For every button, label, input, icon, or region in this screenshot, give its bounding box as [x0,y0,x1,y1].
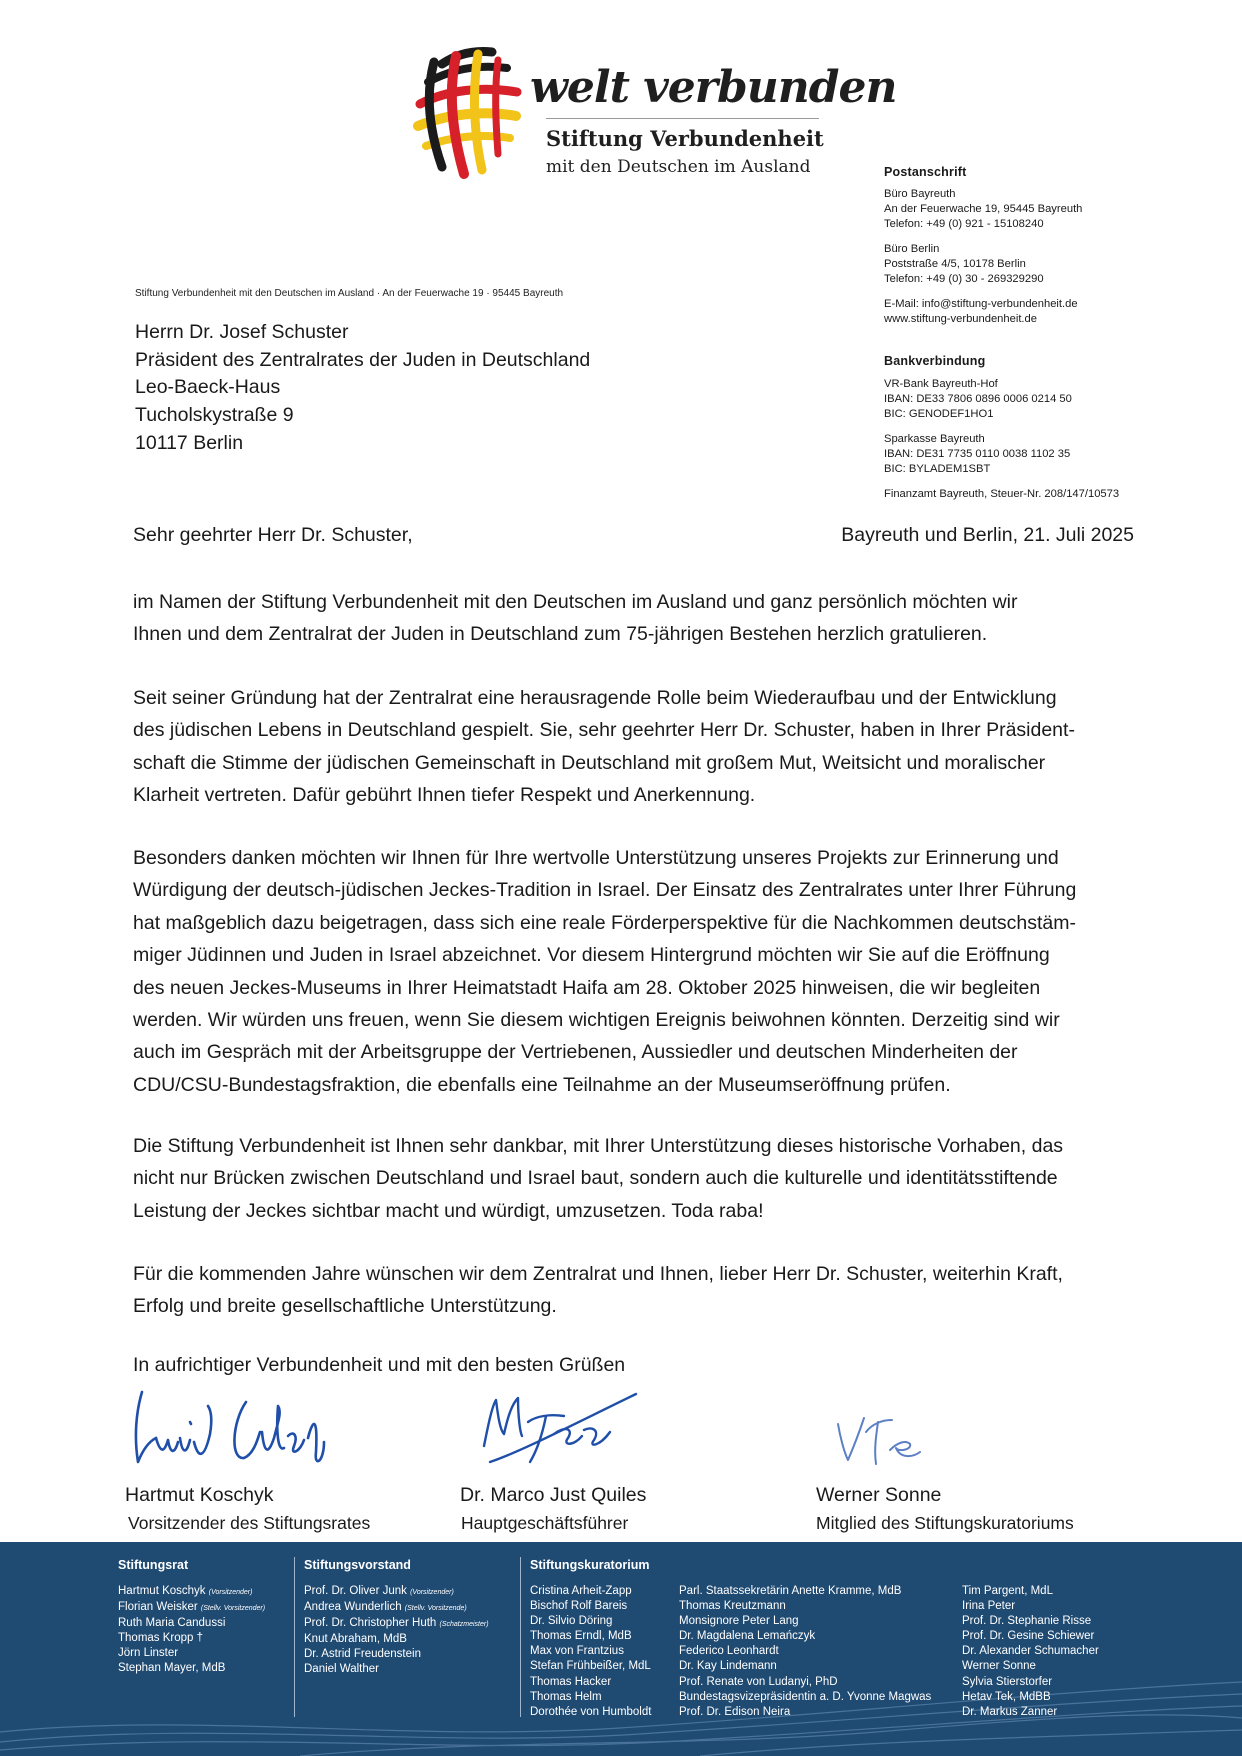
list-item: Prof. Dr. Stephanie Risse [962,1615,1092,1628]
list-item: Dr. Astrid Freudenstein [304,1648,421,1661]
footer-kuratorium-column-2 [679,1584,931,1720]
paragraph-line: hat maßgeblich dazu beigetragen, dass sich eine reale Förderperspektive für die Nachkommen deutschstäm- [133,911,1076,934]
paragraph-line: Klarheit vertreten. Dafür gebührt Ihnen tiefer Respekt und Anerkennung. [133,784,756,807]
signatory-2-name: Dr. Marco Just Quiles [460,1484,647,1506]
list-item: Tim Pargent, MdL [962,1585,1053,1597]
contact-info [884,297,1078,327]
paragraph-line: des neuen Jeckes-Museums in Ihrer Heimatstadt Haifa am 28. Oktober 2025 hinweisen, die wir begleiten [133,976,1041,999]
list-item: Hartmut Koschyk (Vorsitzender) [118,1585,253,1597]
footer-stiftungsvorstand-heading: Stiftungsvorstand [304,1558,411,1572]
paragraph-line: auch im Gespräch mit der Arbeitsgruppe der Vertriebenen, Aussiedler und deutschen Minderheiten der [133,1041,1018,1064]
bank-vr-name: VR-Bank Bayreuth-Hof [884,378,998,390]
paragraph-line: Erfolg und breite gesellschaftliche Unterstützung. [133,1295,557,1318]
list-item: Thomas Hacker [530,1675,612,1688]
footer-kuratorium-column-3 [962,1584,1099,1720]
bank-sparkasse-iban: IBAN: DE31 7735 0110 0038 1102 35 [884,448,1071,460]
office-bayreuth-address: An der Feuerwache 19, 95445 Bayreuth [884,203,1083,215]
paragraph-1 [133,586,1130,651]
list-item: Stefan Frühbeißer, MdL [530,1660,651,1673]
paragraph-line: Ihnen und dem Zentralrat der Juden in Deutschland zum 75-jährigen Bestehen herzlich gratulieren. [133,623,988,646]
signature-quiles-image [470,1386,650,1476]
flag-weave-logo-icon [412,42,522,182]
footer-stiftungsrat-list [118,1584,265,1677]
bank-vr-iban: IBAN: DE33 7806 0896 0006 0214 50 [884,393,1072,405]
bank-vr [884,377,1072,422]
contact-email: E-Mail: info@stiftung-verbundenheit.de [884,298,1078,310]
recipient-city: 10117 Berlin [135,432,244,454]
list-item: Thomas Erndl, MdB [530,1630,632,1643]
office-bayreuth-phone: Telefon: +49 (0) 921 - 15108240 [884,218,1044,230]
signatory-1-role: Vorsitzender des Stiftungsrates [128,1513,371,1533]
list-item: Prof. Dr. Oliver Junk (Vorsitzender) [304,1585,454,1597]
paragraph-line: schaft die Stimme der jüdischen Gemeinschaft in Deutschland mit großem Mut, Weitsicht und moralischer [133,751,1046,774]
list-item: Thomas Helm [530,1690,602,1703]
list-item: Stephan Mayer, MdB [118,1662,226,1675]
list-item: Hetav Tek, MdBB [962,1690,1051,1703]
list-item: Bischof Rolf Bareis [530,1600,628,1613]
footer-stiftungskuratorium-heading: Stiftungskuratorium [530,1558,650,1572]
letter-greeting: Sehr geehrter Herr Dr. Schuster, [133,524,413,546]
list-item: Andrea Wunderlich (Stellv. Vorsitzende) [304,1601,467,1614]
footer-stiftungsrat-heading: Stiftungsrat [118,1558,189,1572]
list-item: Monsignore Peter Lang [679,1615,799,1628]
paragraph-line: nicht nur Brücken zwischen Deutschland und Israel baut, sondern auch die kulturelle und identitätsstiftende [133,1167,1058,1190]
paragraph-line: Leistung der Jeckes sichtbar macht und würdigt, umzusetzen. Toda raba! [133,1199,764,1222]
footer-kuratorium-column-1 [530,1584,651,1720]
list-item: Dr. Silvio Döring [530,1615,613,1628]
footer-stiftungsvorstand-list [304,1584,489,1678]
signature-koschyk-image [128,1382,358,1472]
list-item: Prof. Dr. Gesine Schiewer [962,1630,1095,1643]
list-item: Cristina Arheit-Zapp [530,1585,632,1597]
bank-sparkasse [884,432,1070,477]
list-item: Parl. Staatssekretärin Anette Kramme, MdB [679,1585,902,1597]
contact-website: www.stiftung-verbundenheit.de [884,313,1037,325]
list-item: Thomas Kreutzmann [679,1600,786,1613]
list-item: Werner Sonne [962,1660,1036,1673]
list-item: Prof. Dr. Edison Neira [679,1705,791,1718]
paragraph-line: Seit seiner Gründung hat der Zentralrat eine herausragende Rolle beim Wiederaufbau und der Entwicklung [133,687,1057,709]
paragraph-line: Die Stiftung Verbundenheit ist Ihnen sehr dankbar, mit Ihrer Unterstützung dieses historische Vorhaben, das [133,1135,1064,1157]
list-item: Prof. Dr. Christopher Huth (Schatzmeister) [304,1617,489,1630]
paragraph-line: Würdigung der deutsch-jüdischen Jeckes-Tradition in Israel. Der Einsatz des Zentralrates unter Ihrer Führung [133,879,1077,902]
paragraph-line: des jüdischen Lebens in Deutschland gespielt. Sie, sehr geehrter Herr Dr. Schuster, haben in Ihrer Präsident- [133,719,1075,742]
signatory-3-role: Mitglied des Stiftungskuratoriums [816,1513,1074,1533]
list-item: Sylvia Stierstorfer [962,1675,1053,1688]
paragraph-5 [133,1258,1130,1323]
recipient-street: Tucholskystraße 9 [135,404,294,426]
logo-script-text: welt verbunden [530,62,897,113]
signatory-2-role: Hauptgeschäftsführer [461,1513,629,1533]
footer-divider [294,1557,295,1717]
office-berlin-phone: Telefon: +49 (0) 30 - 269329290 [884,273,1044,285]
logo-subtitle: mit den Deutschen im Ausland [546,157,811,177]
list-item: Max von Frantzius [530,1645,624,1658]
office-berlin-address: Poststraße 4/5, 10178 Berlin [884,258,1026,270]
paragraph-line: miger Jüdinnen und Juden in Israel abzeichnet. Vor diesem Hintergrund möchten wir Sie auf die Eröffnung [133,944,1050,967]
list-item: Prof. Renate von Ludanyi, PhD [679,1675,838,1688]
signatory-3-name: Werner Sonne [816,1484,942,1506]
paragraph-line: werden. Wir würden uns freuen, wenn Sie diesem wichtigen Ereignis beiwohnen könnten. Derzeitig sind wir [133,1009,1060,1032]
paragraph-3 [133,842,1130,1101]
paragraph-line: Besonders danken möchten wir Ihnen für Ihre wertvolle Unterstützung unseres Projekts zur Erinnerung und [133,847,1059,869]
signature-sonne-image [812,1402,992,1472]
office-bayreuth-title: Büro Bayreuth [884,188,956,200]
office-berlin-title: Büro Berlin [884,243,940,255]
list-item: Dr. Alexander Schumacher [962,1645,1099,1658]
list-item: Thomas Kropp † [118,1632,204,1645]
bank-sparkasse-bic: BIC: BYLADEM1SBT [884,463,991,475]
list-item: Dorothée von Humboldt [530,1705,652,1718]
sender-return-line: Stiftung Verbundenheit mit den Deutschen im Ausland · An der Feuerwache 19 · 95445 Bayreuth [135,288,564,299]
list-item: Jörn Linster [118,1647,179,1660]
bank-vr-bic: BIC: GENODEF1HO1 [884,408,994,420]
tax-number: Finanzamt Bayreuth, Steuer-Nr. 208/147/10573 [884,488,1120,500]
list-item: Florian Weisker (Stellv. Vorsitzender) [118,1601,266,1614]
signatory-1-name: Hartmut Koschyk [125,1484,274,1506]
list-item: Irina Peter [962,1600,1016,1613]
list-item: Dr. Magdalena Lemańczyk [679,1630,816,1643]
footer-board-listing [0,1542,1242,1756]
paragraph-2 [133,682,1130,812]
office-bayreuth [884,187,1082,232]
list-item: Knut Abraham, MdB [304,1633,407,1646]
logo-divider [546,118,819,119]
footer-divider [520,1557,521,1717]
list-item: Ruth Maria Candussi [118,1617,226,1630]
list-item: Daniel Walther [304,1663,379,1676]
paragraph-4 [133,1130,1130,1227]
list-item: Federico Leonhardt [679,1645,779,1658]
office-berlin [884,242,1044,287]
logo-organization-name: Stiftung Verbundenheit [546,126,824,151]
recipient-building: Leo-Baeck-Haus [135,376,281,398]
bank-sparkasse-name: Sparkasse Bayreuth [884,433,985,445]
recipient-title: Präsident des Zentralrates der Juden in Deutschland [135,349,591,371]
list-item: Bundestagsvizepräsidentin a. D. Yvonne Magwas [679,1690,932,1703]
paragraph-line: CDU/CSU-Bundestagsfraktion, die ebenfalls eine Teilnahme an der Museumseröffnung prüfen. [133,1073,951,1096]
postanschrift-heading: Postanschrift [884,165,967,179]
paragraph-line: im Namen der Stiftung Verbundenheit mit den Deutschen im Ausland und ganz persönlich möchten wir [133,591,1018,613]
list-item: Dr. Kay Lindemann [679,1660,777,1673]
list-item: Dr. Markus Zanner [962,1705,1058,1718]
bank-heading: Bankverbindung [884,354,986,368]
paragraph-line: Für die kommenden Jahre wünschen wir dem Zentralrat und Ihnen, lieber Herr Dr. Schuster, weiterhin Kraft, [133,1263,1063,1285]
letter-closing: In aufrichtiger Verbundenheit und mit den besten Grüßen [133,1354,626,1376]
letter-date: Bayreuth und Berlin, 21. Juli 2025 [841,524,1134,546]
recipient-name: Herrn Dr. Josef Schuster [135,321,349,343]
